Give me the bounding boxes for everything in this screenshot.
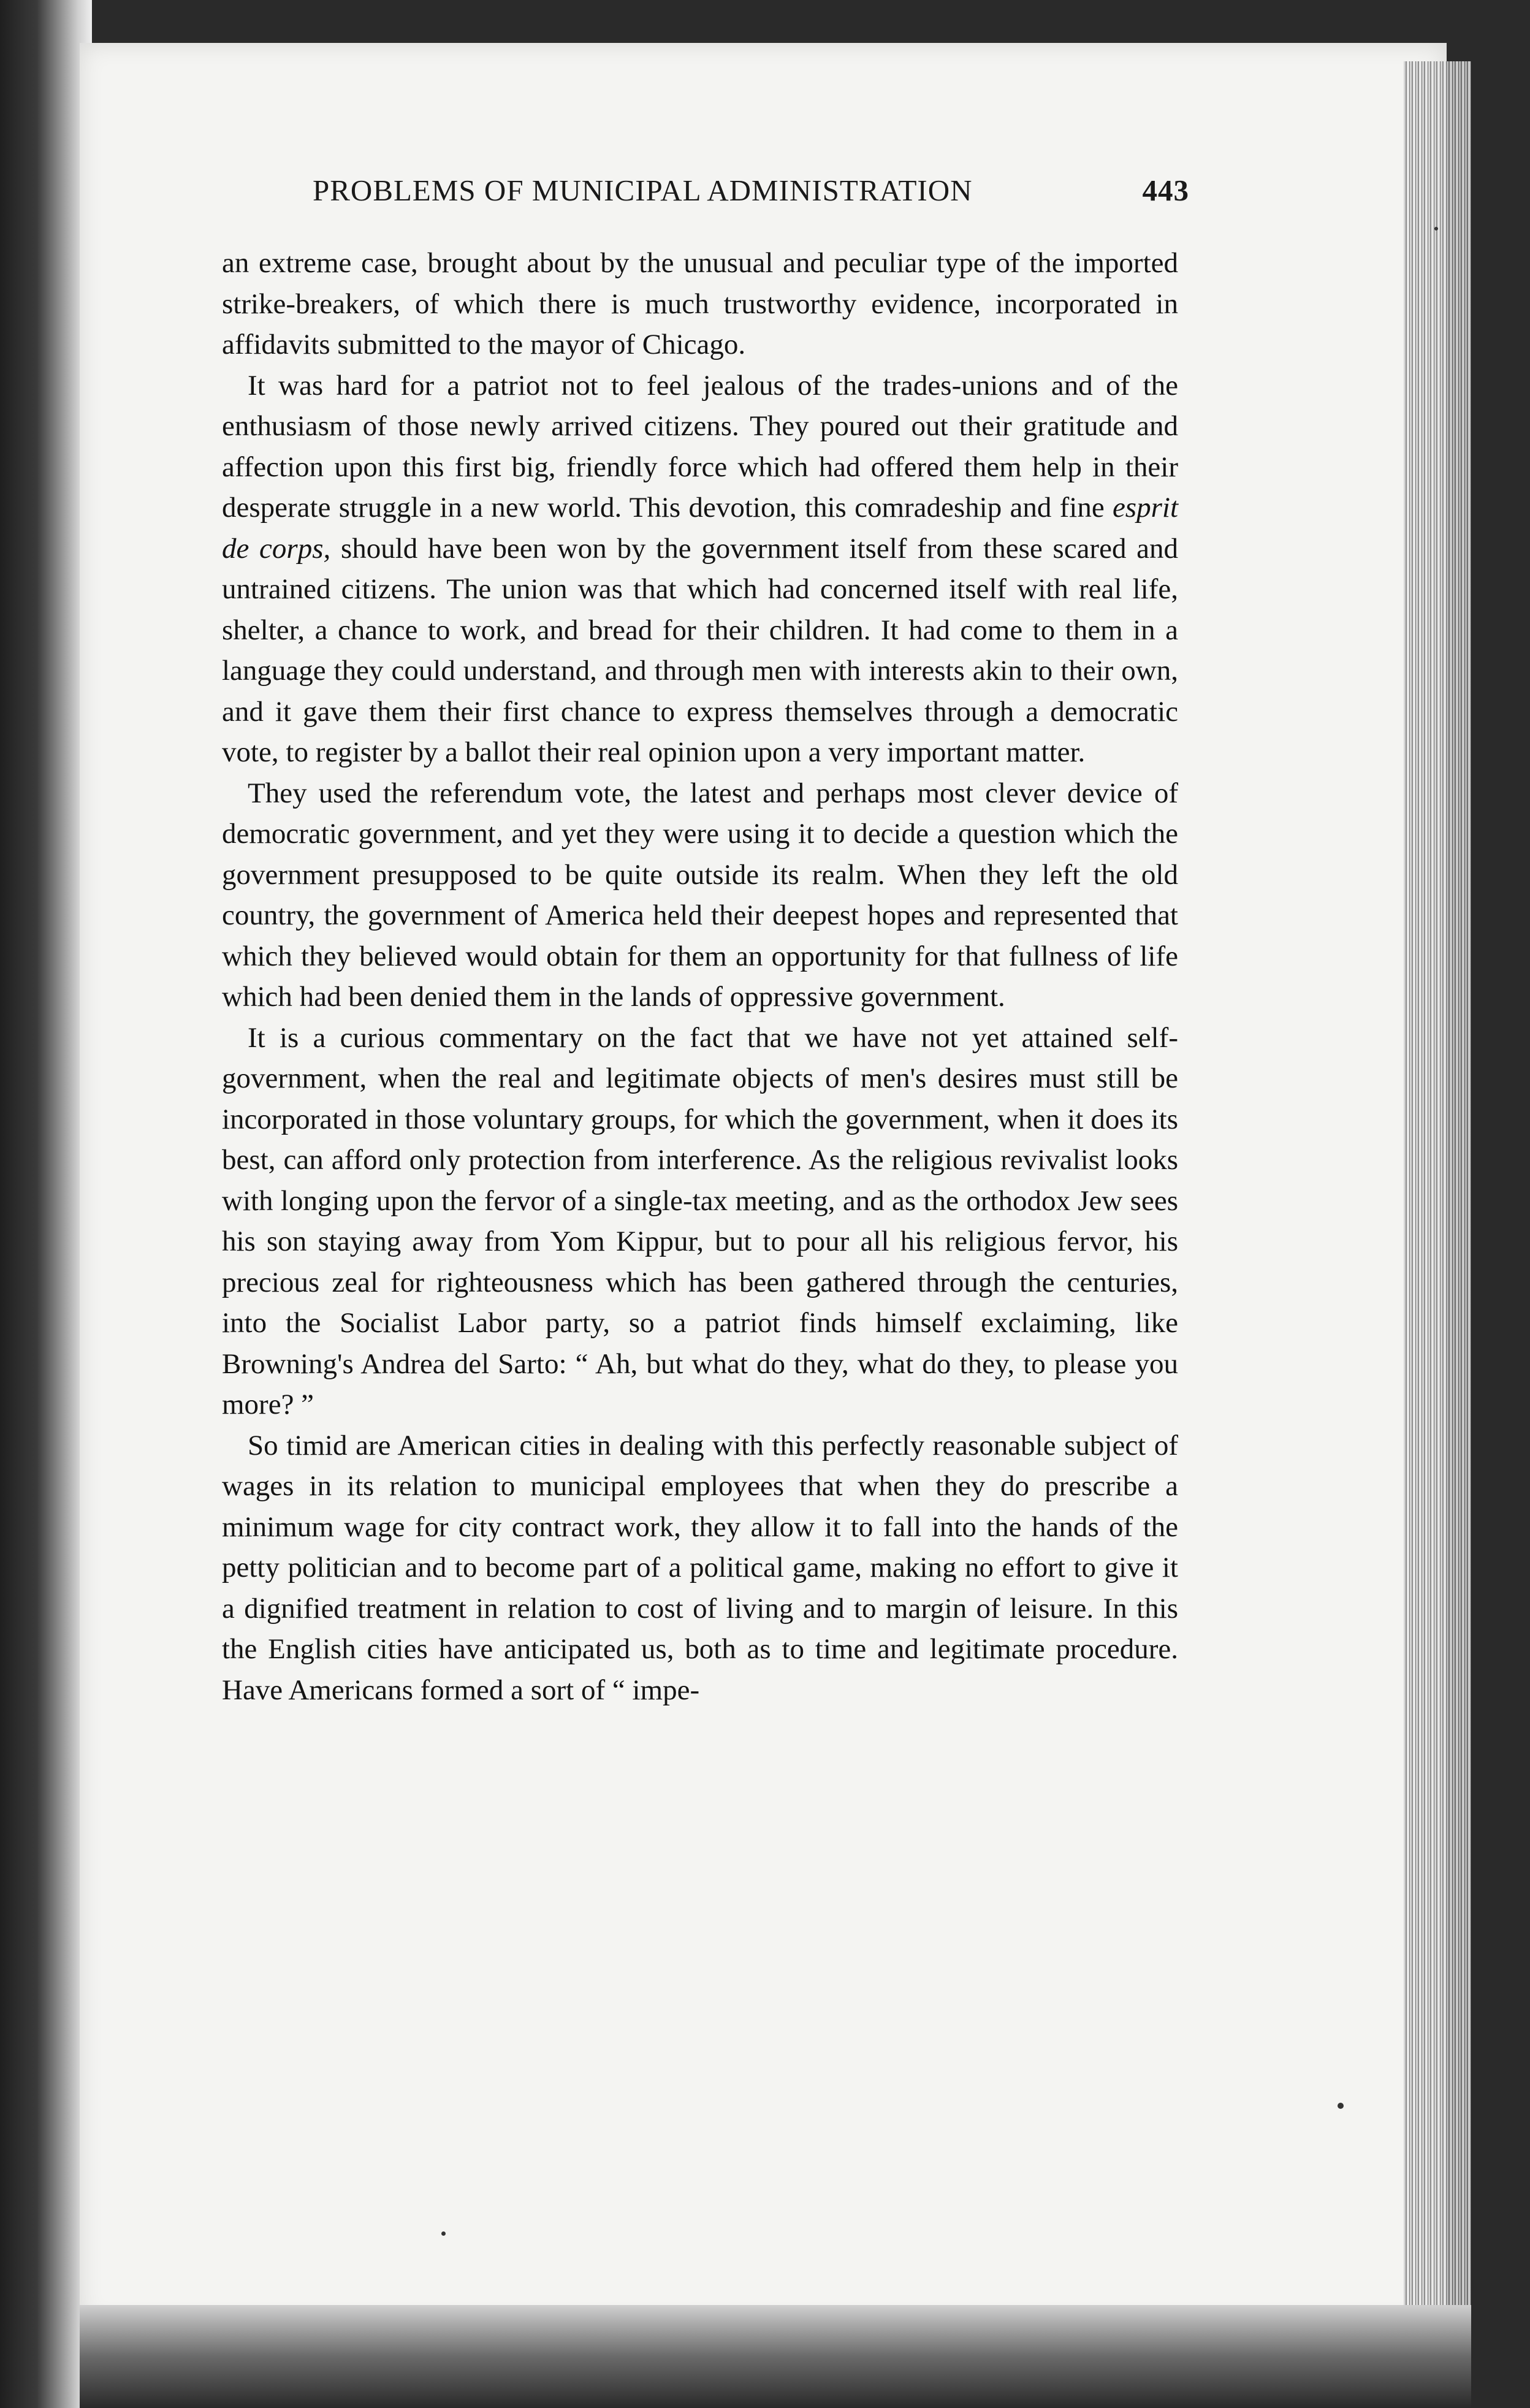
paragraph-2-end: should have been won by the government itself from these scared and untrained citizens. The union was that which had concerned itself with real life, shelter, a chance to work, and bread for their children. It had come to them in a language they could understand, and through men with interests akin to their own, and it gave them their first chance to express themselves through a democratic vote, to register by a ballot their real opinion upon a very important matter.: [222, 532, 1178, 768]
page-number: 443: [1142, 173, 1189, 207]
body-text: [222, 243, 1178, 1710]
paragraph-4: It is a curious commentary on the fact that we have not yet attained self-government, when the real and legitimate objects of men's desires must still be incorporated in those voluntary groups, for which the government, when it does its best, can afford only protection from interference. As the religious revivalist looks with longing upon the fervor of a single-tax meeting, and as the orthodox Jew sees his son staying away from Yom Kippur, but to pour all his religious fervor, his precious zeal for righteousness which has been gathered through the centuries, into the Socialist Labor party, so a patriot finds himself exclaiming, like Browning's Andrea del Sarto: “ Ah, but what do they, what do they, to please you more? ”: [222, 1021, 1178, 1420]
scan-left-border: [0, 0, 92, 2408]
running-title: PROBLEMS OF MUNICIPAL ADMINISTRATION: [313, 173, 973, 207]
paragraph-2-start: It was hard for a patriot not to feel jealous of the trades-unions and of the enthusiasm of those newly arrived citizens. They poured out their gratitude and affection upon this first big, friendly force which had offered them help in their desperate struggle in a new world. This devotion, this comradeship and fine: [222, 369, 1178, 524]
scan-bottom-border: [80, 2305, 1471, 2408]
paragraph-5: So timid are American cities in dealing with this perfectly reasonable subject of wages in its relation to municipal employees that when they do prescribe a minimum wage for city contract work, they allow it to fall into the hands of the petty politician and to become part of a political game, making no effort to give it a dignified treatment in relation to cost of living and to margin of leisure. In this the English cities have anticipated us, both as to time and legitimate procedure. Have Americans formed a sort of “ impe-: [222, 1429, 1178, 1706]
speck: [1338, 2103, 1344, 2109]
paragraph-1: an extreme case, brought about by the unusual and peculiar type of the imported strike-breakers, of which there is much trustworthy evidence, incorporated in affidavits submitted to the mayor of Chicago.: [222, 247, 1178, 360]
speck: [1434, 227, 1438, 231]
paragraph-2: [222, 365, 1178, 773]
speck: [441, 2231, 446, 2236]
running-header: [233, 173, 1189, 216]
paragraph-2-italic: esprit de corps,: [222, 492, 1178, 565]
paragraph-3: They used the referendum vote, the latest and perhaps most clever device of democratic government, and yet they were using it to decide a question which the government presupposed to be quite outside its realm. When they left the old country, the government of America held their deepest hopes and represented that which they believed would obtain for them an opportunity for that fullness of life which had been denied them in the lands of oppressive government.: [222, 777, 1178, 1013]
page-stack-edge: [1404, 61, 1471, 2330]
